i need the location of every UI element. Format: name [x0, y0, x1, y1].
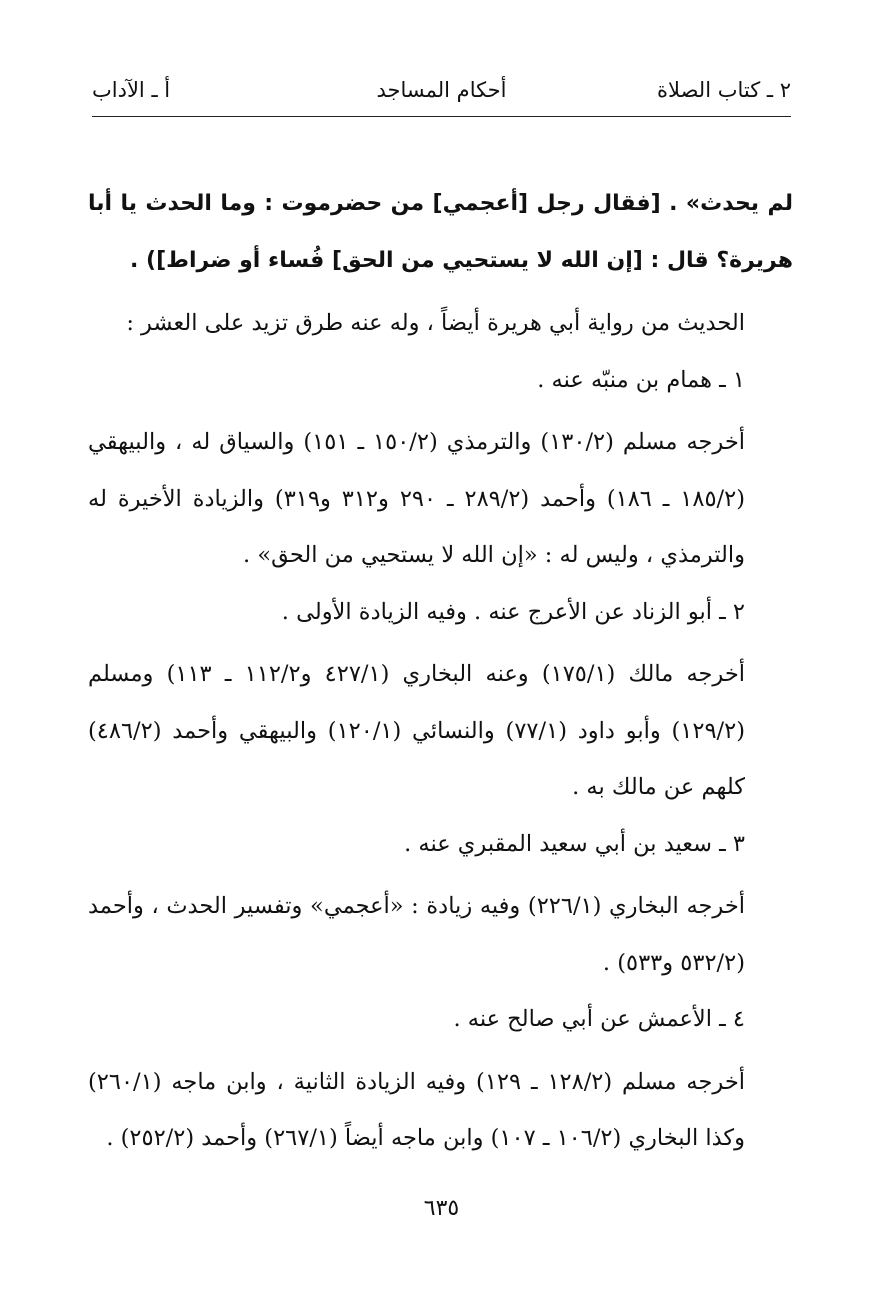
header-chapter: ٢ ـ كتاب الصلاة — [657, 78, 791, 102]
header-divider — [92, 116, 791, 117]
chain-heading-2: ٢ ـ أبو الزناد عن الأعرج عنه . وفيه الزيادة الأولى . — [281, 598, 745, 625]
header-section: أحكام المساجد — [376, 78, 507, 102]
quoted-hadith-text: لم يحدث» . [فقال رجل [أعجمي] من حضرموت : وما الحدث يا أبا هريرة؟ قال : [إن الله لا يستحيي من الحق] فُساء أو ضراط]) . — [88, 191, 793, 273]
citation-paragraph-1: أخرجه مسلم (١٣٠/٢) والترمذي (١٥٠/٢ ـ ١٥١) والسياق له ، والبيهقي (١٨٥/٢ ـ ١٨٦) وأحمد (٢٨٩/٢ ـ ٢٩٠ و٣١٢ و٣١٩) والزيادة الأخيرة له والترمذي ، وليس له : «إن الله لا يستحيي من الحق» . — [88, 429, 745, 568]
citation-paragraph-2: أخرجه مالك (١٧٥/١) وعنه البخاري (٤٢٧/١ و١١٢/٢ ـ ١١٣) ومسلم (١٢٩/٢) وأبو داود (٧٧/١) والنسائي (١٢٠/١) والبيهقي وأحمد (٤٨٦/٢) كلهم عن مالك به . — [88, 661, 745, 800]
intro-paragraph: الحديث من رواية أبي هريرة أيضاً ، وله عنه طرق تزيد على العشر : — [126, 310, 745, 336]
chain-heading-3: ٣ ـ سعيد بن أبي سعيد المقبري عنه . — [404, 830, 745, 857]
citation-paragraph-3: أخرجه البخاري (٢٢٦/١) وفيه زيادة : «أعجمي» وتفسير الحدث ، وأحمد (٥٣٢/٢ و٥٣٣) . — [88, 893, 745, 976]
page-body — [88, 176, 793, 1167]
header-subsection: أ ـ الآداب — [92, 78, 171, 102]
chain-heading-1: ١ ـ همام بن منبّه عنه . — [537, 366, 745, 393]
running-header — [92, 78, 791, 112]
page-number: ٦٣٥ — [423, 1196, 460, 1221]
chain-heading-4: ٤ ـ الأعمش عن أبي صالح عنه . — [453, 1006, 745, 1032]
citation-paragraph-4: أخرجه مسلم (١٢٨/٢ ـ ١٢٩) وفيه الزيادة الثانية ، وابن ماجه (٢٦٠/١) وكذا البخاري (١٠٦/٢ ـ ١٠٧) وابن ماجه أيضاً (٢٦٧/١) وأحمد (٢٥٢/٢) . — [88, 1068, 745, 1151]
